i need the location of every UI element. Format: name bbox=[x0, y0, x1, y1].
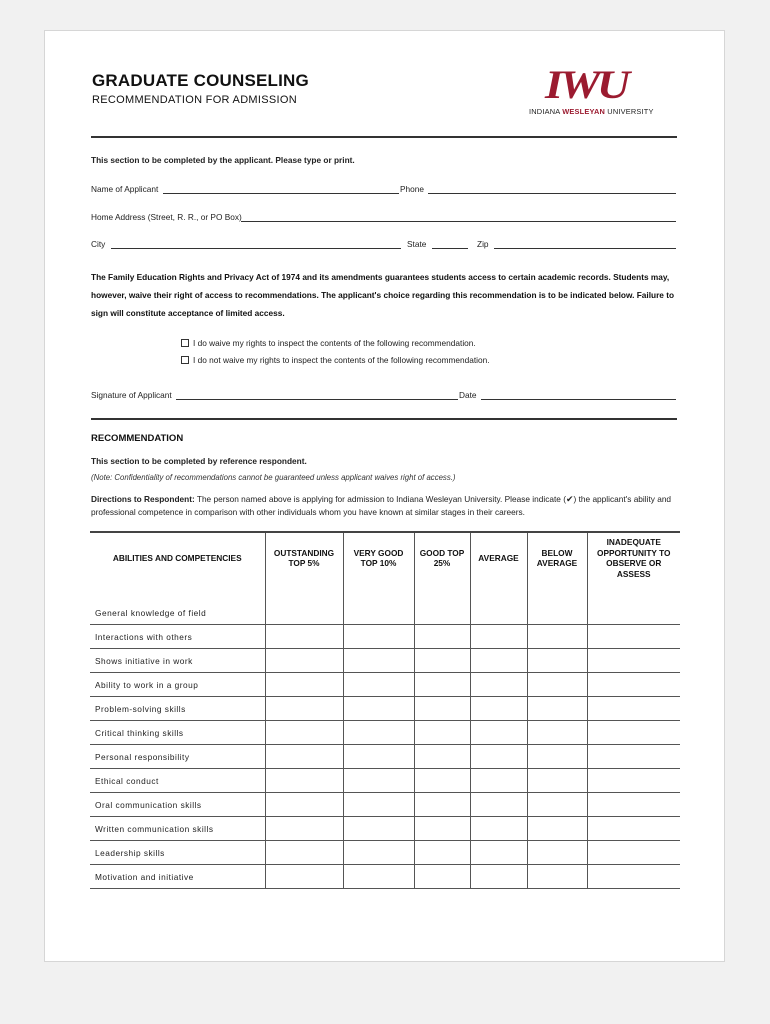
rating-cell[interactable] bbox=[527, 649, 587, 673]
applicant-instruction: This section to be completed by the applicant. Please type or print. bbox=[91, 155, 355, 165]
rating-cell[interactable] bbox=[470, 841, 527, 865]
rating-cell[interactable] bbox=[527, 769, 587, 793]
rating-cell[interactable] bbox=[587, 721, 680, 745]
rating-cell[interactable] bbox=[265, 865, 343, 889]
form-title: GRADUATE COUNSELING bbox=[92, 71, 309, 90]
rating-cell[interactable] bbox=[265, 697, 343, 721]
rating-cell[interactable] bbox=[343, 721, 414, 745]
rating-cell[interactable] bbox=[343, 673, 414, 697]
competency-label: Oral communication skills bbox=[90, 793, 265, 817]
rating-cell[interactable] bbox=[414, 649, 470, 673]
rating-cell[interactable] bbox=[343, 601, 414, 625]
competency-rating-table bbox=[90, 531, 680, 889]
form-subtitle: RECOMMENDATION FOR ADMISSION bbox=[92, 94, 297, 106]
signature-label: Signature of Applicant bbox=[91, 390, 172, 400]
rating-cell[interactable] bbox=[470, 769, 527, 793]
rating-cell[interactable] bbox=[343, 625, 414, 649]
rating-cell[interactable] bbox=[587, 697, 680, 721]
rating-cell[interactable] bbox=[527, 817, 587, 841]
form-page bbox=[44, 30, 725, 962]
city-label: City bbox=[91, 239, 106, 249]
rating-cell[interactable] bbox=[265, 625, 343, 649]
rating-cell[interactable] bbox=[414, 697, 470, 721]
rating-cell[interactable] bbox=[414, 769, 470, 793]
rating-cell[interactable] bbox=[527, 601, 587, 625]
rating-cell[interactable] bbox=[414, 673, 470, 697]
rating-cell[interactable] bbox=[470, 865, 527, 889]
competency-label: Ability to work in a group bbox=[90, 673, 265, 697]
rating-cell[interactable] bbox=[470, 817, 527, 841]
address-label: Home Address (Street, R. R., or PO Box) bbox=[91, 212, 242, 222]
competency-label: Written communication skills bbox=[90, 817, 265, 841]
rating-cell[interactable] bbox=[265, 793, 343, 817]
rating-cell[interactable] bbox=[470, 625, 527, 649]
competency-label: Interactions with others bbox=[90, 625, 265, 649]
rating-cell[interactable] bbox=[527, 841, 587, 865]
rating-cell[interactable] bbox=[470, 697, 527, 721]
column-header-outstanding: OUTSTANDING TOP 5% bbox=[265, 532, 343, 583]
competency-label: Personal responsibility bbox=[90, 745, 265, 769]
rating-cell[interactable] bbox=[527, 625, 587, 649]
rating-cell[interactable] bbox=[587, 769, 680, 793]
competency-label: General knowledge of field bbox=[90, 601, 265, 625]
name-field[interactable] bbox=[163, 193, 399, 194]
rating-cell[interactable] bbox=[470, 673, 527, 697]
rating-cell[interactable] bbox=[587, 817, 680, 841]
rating-cell[interactable] bbox=[470, 721, 527, 745]
state-label: State bbox=[407, 239, 427, 249]
competency-label: Shows initiative in work bbox=[90, 649, 265, 673]
phone-label: Phone bbox=[400, 184, 424, 194]
rating-cell[interactable] bbox=[587, 841, 680, 865]
state-field[interactable] bbox=[432, 248, 468, 249]
rating-rows bbox=[90, 601, 680, 889]
rating-cell[interactable] bbox=[343, 793, 414, 817]
rating-cell[interactable] bbox=[414, 865, 470, 889]
rating-cell[interactable] bbox=[527, 793, 587, 817]
rating-cell[interactable] bbox=[470, 793, 527, 817]
rating-cell[interactable] bbox=[470, 601, 527, 625]
waive-option[interactable]: I do waive my rights to inspect the contents of the following recommendation. bbox=[181, 338, 476, 348]
table-row bbox=[90, 745, 680, 769]
rating-cell[interactable] bbox=[414, 841, 470, 865]
rating-cell[interactable] bbox=[470, 745, 527, 769]
rating-cell[interactable] bbox=[587, 601, 680, 625]
date-field[interactable] bbox=[481, 399, 676, 400]
rating-cell[interactable] bbox=[265, 673, 343, 697]
table-row bbox=[90, 841, 680, 865]
table-row bbox=[90, 817, 680, 841]
table-row bbox=[90, 769, 680, 793]
rating-cell[interactable] bbox=[265, 649, 343, 673]
table-row bbox=[90, 865, 680, 889]
rating-cell[interactable] bbox=[343, 697, 414, 721]
table-row bbox=[90, 625, 680, 649]
table-row bbox=[90, 673, 680, 697]
header-divider bbox=[91, 136, 677, 138]
rating-cell[interactable] bbox=[414, 793, 470, 817]
column-header-good: GOOD TOP 25% bbox=[414, 532, 470, 583]
rating-cell[interactable] bbox=[343, 865, 414, 889]
rating-cell[interactable] bbox=[527, 745, 587, 769]
competency-label: Motivation and initiative bbox=[90, 865, 265, 889]
not-waive-option[interactable]: I do not waive my rights to inspect the contents of the following recommendation. bbox=[181, 355, 490, 365]
section-divider bbox=[91, 418, 677, 420]
logo-university-name: INDIANA WESLEYAN UNIVERSITY bbox=[529, 107, 654, 116]
rating-cell[interactable] bbox=[527, 865, 587, 889]
rating-cell[interactable] bbox=[470, 649, 527, 673]
logo-mark: IWU bbox=[545, 62, 627, 107]
rating-cell[interactable] bbox=[265, 769, 343, 793]
rating-cell[interactable] bbox=[265, 745, 343, 769]
rating-cell[interactable] bbox=[527, 697, 587, 721]
rating-cell[interactable] bbox=[343, 649, 414, 673]
column-header-very-good: VERY GOOD TOP 10% bbox=[343, 532, 414, 583]
rating-cell[interactable] bbox=[265, 841, 343, 865]
column-header-average: AVERAGE bbox=[470, 532, 527, 583]
column-header-abilities: ABILITIES AND COMPETENCIES bbox=[90, 532, 265, 583]
column-header-below-average: BELOW AVERAGE bbox=[527, 532, 587, 583]
check-icon: ✔ bbox=[565, 494, 574, 504]
address-field[interactable] bbox=[241, 221, 676, 222]
confidentiality-note: (Note: Confidentiality of recommendations cannot be guaranteed unless applicant waives right of access.) bbox=[91, 473, 456, 482]
rating-cell[interactable] bbox=[587, 649, 680, 673]
date-label: Date bbox=[459, 390, 477, 400]
rating-cell[interactable] bbox=[343, 769, 414, 793]
table-row bbox=[90, 721, 680, 745]
iwu-logo bbox=[517, 61, 667, 121]
rating-cell[interactable] bbox=[414, 601, 470, 625]
rating-cell[interactable] bbox=[343, 745, 414, 769]
rating-cell[interactable] bbox=[265, 601, 343, 625]
rating-cell[interactable] bbox=[527, 721, 587, 745]
city-field[interactable] bbox=[111, 248, 401, 249]
rating-cell[interactable] bbox=[587, 673, 680, 697]
table-row bbox=[90, 697, 680, 721]
column-header-inadequate-opportunity: INADEQUATE OPPORTUNITY TO OBSERVE OR ASSESS bbox=[587, 532, 680, 583]
respondent-instruction: This section to be completed by reference respondent. bbox=[91, 456, 307, 466]
rating-cell[interactable] bbox=[527, 673, 587, 697]
table-spacer-row bbox=[90, 583, 680, 601]
rating-cell[interactable] bbox=[414, 817, 470, 841]
rating-cell[interactable] bbox=[265, 817, 343, 841]
zip-field[interactable] bbox=[494, 248, 676, 249]
competency-label: Ethical conduct bbox=[90, 769, 265, 793]
directions-paragraph: Directions to Respondent: The person named above is applying for admission to Indiana Wesleyan University. Please indicate (✔) the applicant's ability and professional competence in comparison with other individuals whom you have known at similar stages in their careers. bbox=[91, 494, 672, 517]
rating-cell[interactable] bbox=[343, 817, 414, 841]
recommendation-heading: RECOMMENDATION bbox=[91, 433, 184, 444]
rating-cell[interactable] bbox=[343, 841, 414, 865]
rating-cell[interactable] bbox=[587, 865, 680, 889]
rating-cell[interactable] bbox=[414, 625, 470, 649]
not-waive-checkbox[interactable] bbox=[181, 356, 189, 364]
phone-field[interactable] bbox=[428, 193, 676, 194]
competency-label: Leadership skills bbox=[90, 841, 265, 865]
waive-checkbox[interactable] bbox=[181, 339, 189, 347]
table-row bbox=[90, 601, 680, 625]
competency-label: Problem-solving skills bbox=[90, 697, 265, 721]
rating-cell[interactable] bbox=[587, 793, 680, 817]
table-row bbox=[90, 649, 680, 673]
rating-cell[interactable] bbox=[587, 745, 680, 769]
rating-cell[interactable] bbox=[414, 745, 470, 769]
rating-cell[interactable] bbox=[587, 625, 680, 649]
name-label: Name of Applicant bbox=[91, 184, 159, 194]
ferpa-paragraph: The Family Education Rights and Privacy Act of 1974 and its amendments guarantees students access to certain academic records. Students may, however, waive their right of access to recommendations. The applicant's choice regarding this recommendation is to be indicated below. Failure to sign will constitute acceptance of limited access. bbox=[91, 272, 675, 318]
table-header-row bbox=[90, 532, 680, 583]
signature-field[interactable] bbox=[176, 399, 458, 400]
competency-label: Critical thinking skills bbox=[90, 721, 265, 745]
rating-cell[interactable] bbox=[414, 721, 470, 745]
table-row bbox=[90, 793, 680, 817]
zip-label: Zip bbox=[477, 239, 489, 249]
rating-cell[interactable] bbox=[265, 721, 343, 745]
